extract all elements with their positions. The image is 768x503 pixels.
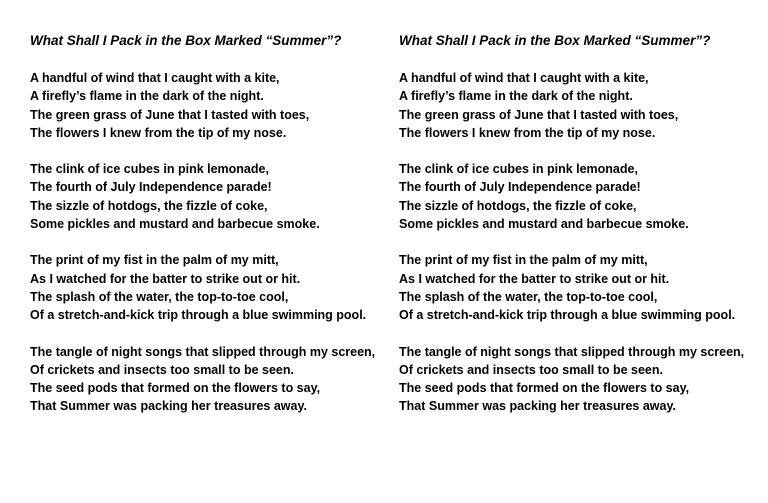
- poem-line: The green grass of June that I tasted with toes,: [30, 107, 310, 122]
- poem-line: Of crickets and insects too small to be seen.: [30, 362, 294, 377]
- poem-line: The clink of ice cubes in pink lemonade,: [30, 162, 269, 177]
- poem-line: A firefly’s flame in the dark of the night.: [399, 89, 633, 104]
- poem-line: The green grass of June that I tasted with toes,: [399, 107, 679, 122]
- poem-line: The sizzle of hotdogs, the fizzle of coke,: [30, 198, 268, 213]
- poem-line: That Summer was packing her treasures away.: [30, 399, 307, 414]
- stanza-4: [30, 343, 390, 416]
- poem-line: The flowers I knew from the tip of my nose.: [30, 125, 287, 140]
- stanza-1: [30, 69, 390, 142]
- poem-line: The fourth of July Independence parade!: [30, 180, 272, 195]
- poem-line: Of crickets and insects too small to be seen.: [399, 362, 663, 377]
- poem-line: Some pickles and mustard and barbecue smoke.: [30, 217, 320, 232]
- poem-line: Of a stretch-and-kick trip through a blue swimming pool.: [399, 308, 736, 323]
- poem-column-left: [30, 32, 390, 416]
- stanza-2: [399, 160, 759, 233]
- stanza-2: [30, 160, 390, 233]
- poem-column-right: [399, 32, 759, 416]
- poem-line: Some pickles and mustard and barbecue smoke.: [399, 217, 689, 232]
- stanza-3: [30, 251, 390, 324]
- poem-title: What Shall I Pack in the Box Marked “Summer”?: [399, 33, 711, 48]
- stanza-4: [399, 343, 759, 416]
- poem-line: The splash of the water, the top-to-toe cool,: [30, 289, 289, 304]
- poem-line: The tangle of night songs that slipped through my screen,: [399, 344, 745, 359]
- poem-line: A handful of wind that I caught with a kite,: [30, 71, 280, 85]
- poem-line: That Summer was packing her treasures away.: [399, 399, 676, 414]
- poem-line: The seed pods that formed on the flowers to say,: [30, 381, 321, 396]
- poem-line: The splash of the water, the top-to-toe cool,: [399, 289, 658, 304]
- poem-line: The tangle of night songs that slipped through my screen,: [30, 344, 376, 359]
- poem-line: As I watched for the batter to strike out or hit.: [30, 271, 301, 286]
- stanza-3: [399, 251, 759, 324]
- stanza-1: [399, 69, 759, 142]
- poem-line: The print of my fist in the palm of my mitt,: [399, 253, 648, 268]
- poem-line: The clink of ice cubes in pink lemonade,: [399, 162, 638, 177]
- poem-line: The sizzle of hotdogs, the fizzle of coke,: [399, 198, 637, 213]
- poem-line: A firefly’s flame in the dark of the night.: [30, 89, 264, 104]
- poem-line: The seed pods that formed on the flowers to say,: [399, 381, 690, 396]
- poem-line: The flowers I knew from the tip of my nose.: [399, 125, 656, 140]
- poem-line: The fourth of July Independence parade!: [399, 180, 641, 195]
- poem-line: A handful of wind that I caught with a kite,: [399, 71, 649, 85]
- poem-line: The print of my fist in the palm of my mitt,: [30, 253, 279, 268]
- poem-line: As I watched for the batter to strike out or hit.: [399, 271, 670, 286]
- poem-title: What Shall I Pack in the Box Marked “Summer”?: [30, 33, 342, 48]
- poem-line: Of a stretch-and-kick trip through a blue swimming pool.: [30, 308, 367, 323]
